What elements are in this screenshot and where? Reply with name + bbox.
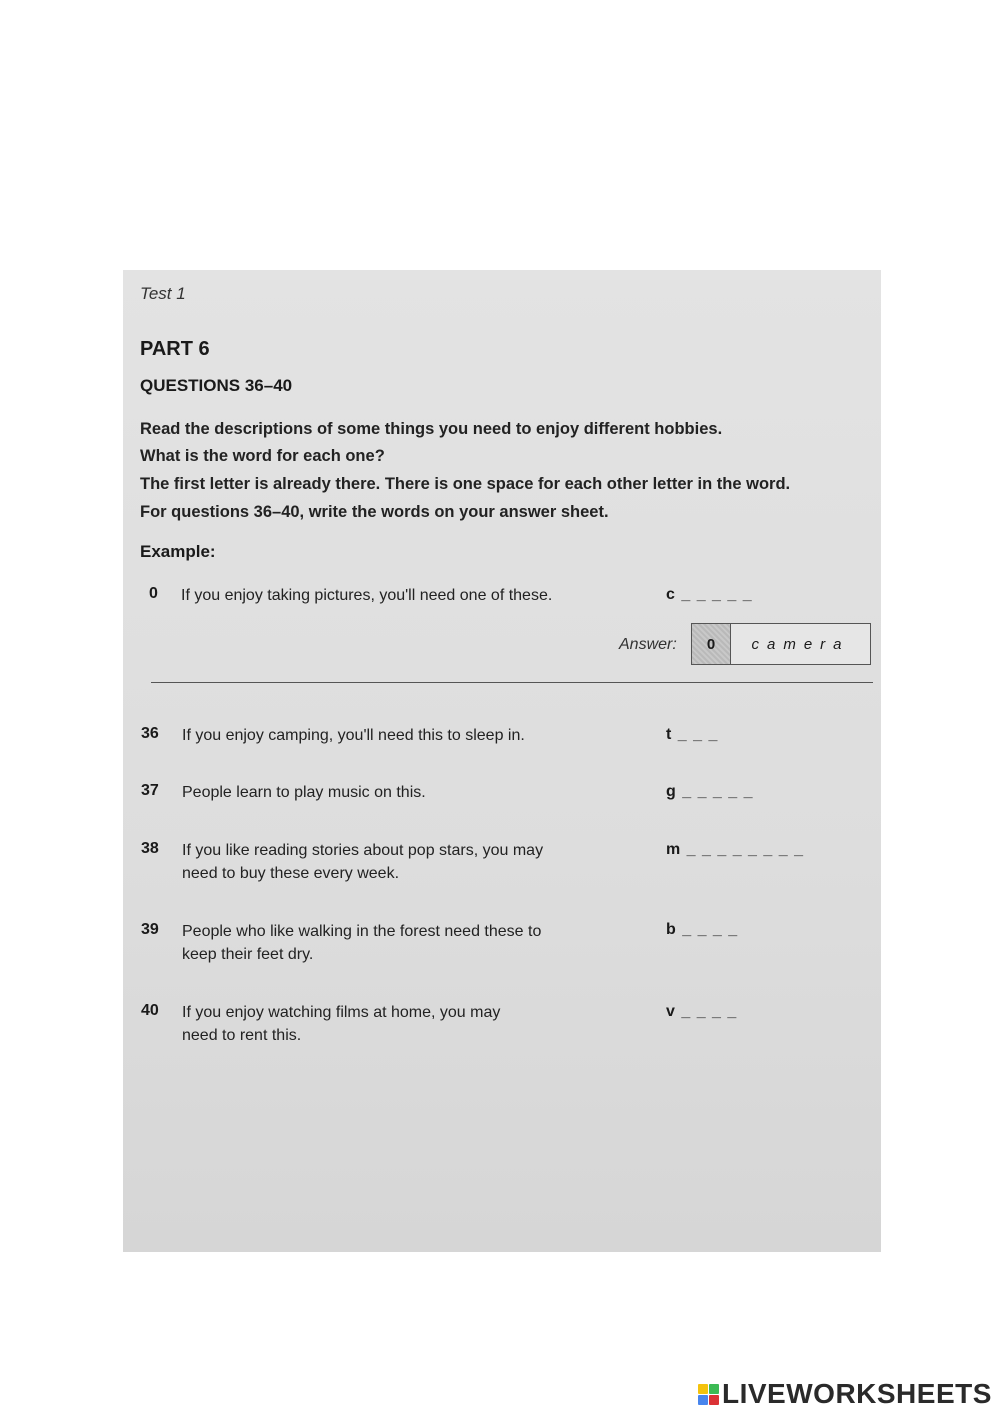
instruction-line-2: What is the word for each one? [140, 447, 385, 465]
question-text-line: need to buy these every week. [182, 865, 400, 882]
logo-square-red [709, 1395, 719, 1405]
instruction-line-4: For questions 36–40, write the words on your answer sheet. [140, 503, 609, 521]
question-text-line: If you like reading stories about pop stars, you may [182, 842, 544, 859]
answer-slot-input[interactable]: g _ _ _ _ _ [666, 783, 754, 800]
example-number: 0 [149, 585, 158, 602]
answer-label: Answer: [619, 636, 677, 653]
question-number: 36 [141, 725, 159, 742]
question-number: 40 [141, 1002, 159, 1019]
question-text-line: keep their feet dry. [182, 946, 314, 963]
worksheet-page [123, 270, 881, 1252]
question-text [182, 781, 426, 804]
logo-square-yellow [698, 1384, 708, 1394]
example-answer-slot: c _ _ _ _ _ [666, 586, 753, 603]
answer-slot-input[interactable]: m _ _ _ _ _ _ _ _ [666, 841, 804, 858]
logo-square-green [709, 1384, 719, 1394]
example-answer-word: camera [751, 635, 850, 653]
answer-slot-input[interactable]: t _ _ _ [666, 726, 719, 743]
example-text: If you enjoy taking pictures, you'll need one of these. [181, 587, 553, 604]
instruction-line-1: Read the descriptions of some things you need to enjoy different hobbies. [140, 420, 723, 438]
example-answer-box [691, 623, 871, 665]
question-text [182, 920, 541, 966]
question-text-line: need to rent this. [182, 1027, 302, 1044]
answer-slot-input[interactable]: b _ _ _ _ [666, 921, 739, 938]
liveworksheets-logo-icon [698, 1384, 719, 1405]
part-title: PART 6 [140, 338, 210, 360]
instruction-line-3: The first letter is already there. There is one space for each other letter in the word. [140, 475, 791, 493]
answer-slot-input[interactable]: v _ _ _ _ [666, 1003, 738, 1020]
questions-range-title: QUESTIONS 36–40 [140, 376, 293, 395]
question-text [182, 839, 543, 885]
question-number: 39 [141, 921, 159, 938]
question-text-line: People who like walking in the forest need these to [182, 923, 542, 940]
question-number: 37 [141, 782, 159, 799]
example-answer-number: 0 [692, 624, 731, 664]
example-label: Example: [140, 542, 216, 561]
question-text [182, 1001, 500, 1047]
brand-name: LIVEWORKSHEETS [722, 1378, 992, 1409]
question-number: 38 [141, 840, 159, 857]
section-divider [151, 682, 873, 683]
question-text [182, 724, 525, 747]
question-text-line: If you enjoy watching films at home, you may [182, 1004, 501, 1021]
question-text-line: If you enjoy camping, you'll need this to sleep in. [182, 727, 525, 744]
test-label: Test 1 [140, 284, 186, 303]
logo-square-blue [698, 1395, 708, 1405]
question-text-line: People learn to play music on this. [182, 784, 426, 801]
liveworksheets-brand [698, 1378, 992, 1410]
